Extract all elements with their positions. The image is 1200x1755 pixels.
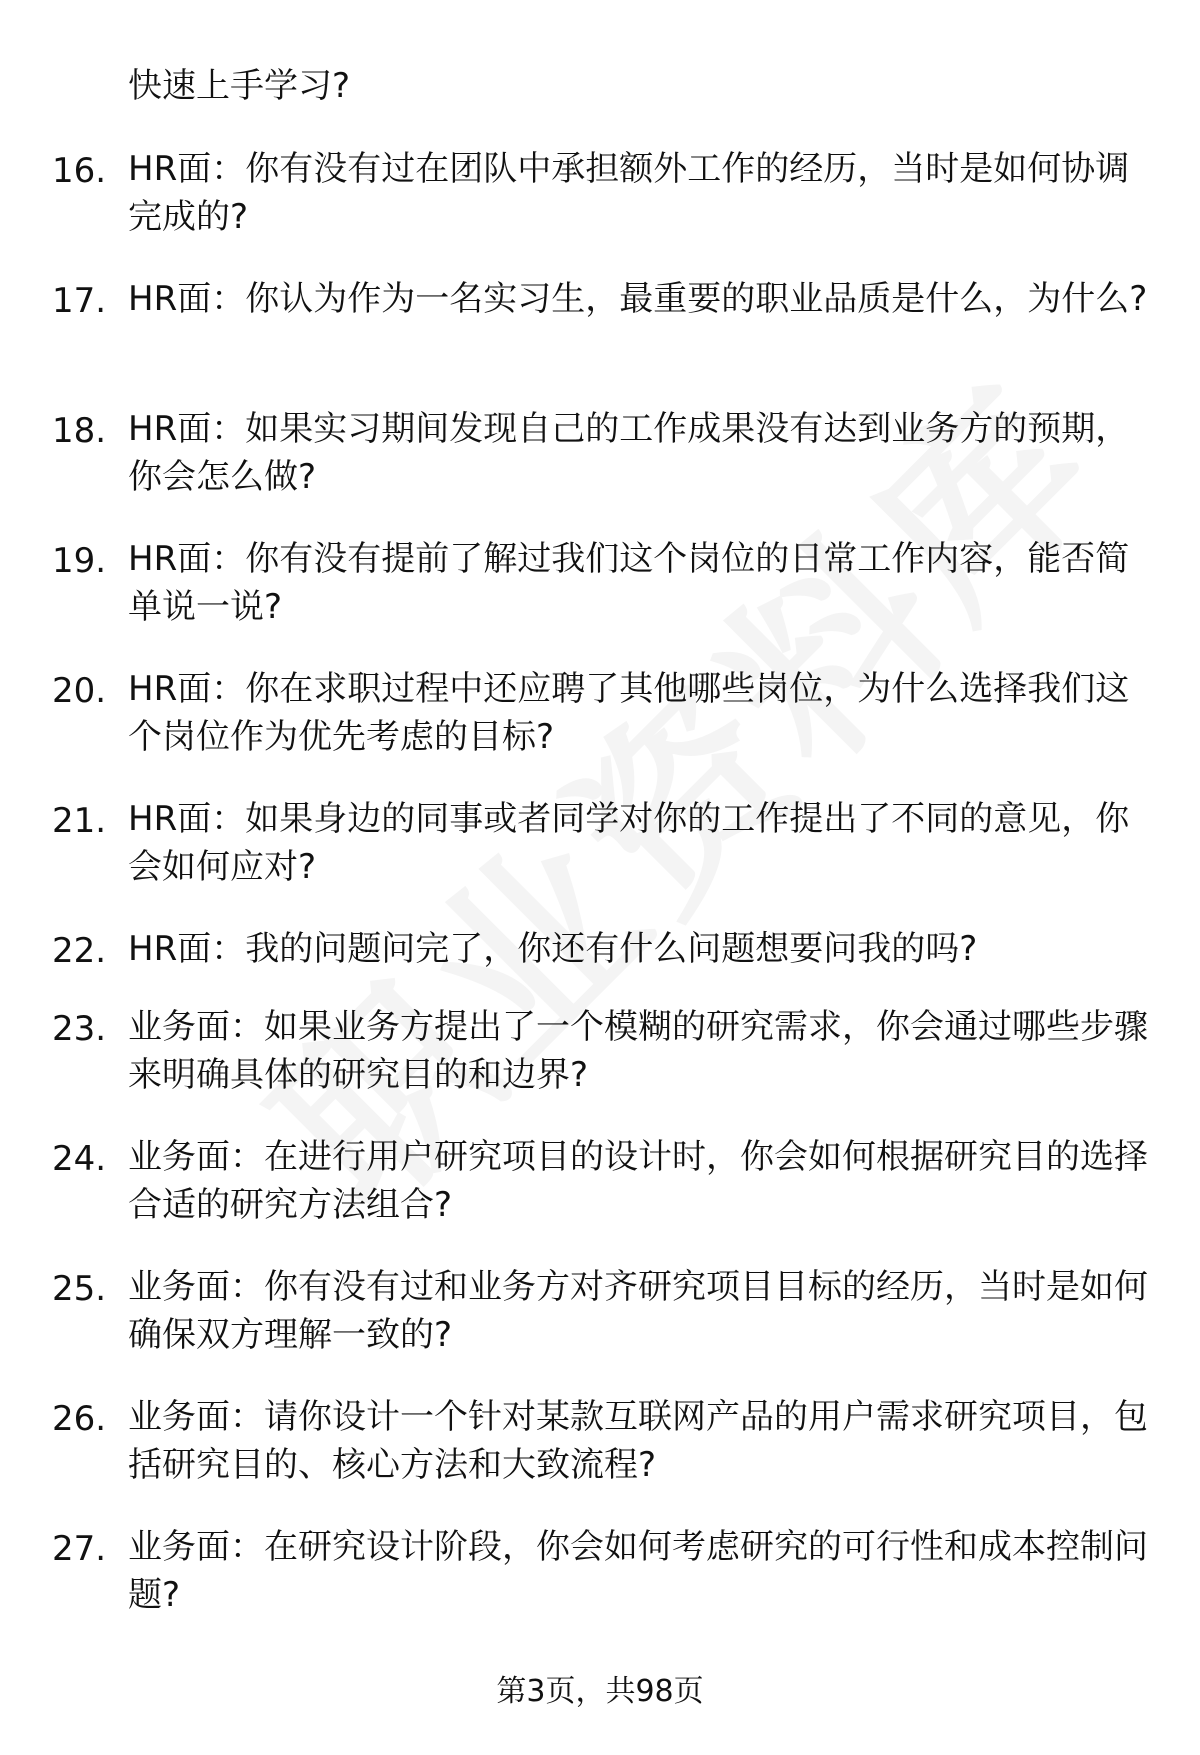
question-number: 22.: [52, 931, 107, 971]
question-item: [0, 535, 1200, 639]
question-item: [0, 405, 1200, 509]
question-item: [0, 1003, 1200, 1107]
question-text: HR面：我的问题问完了，你还有什么问题想要问我的吗?: [128, 929, 978, 969]
question-number: 25.: [52, 1269, 107, 1309]
question-item: [0, 795, 1200, 899]
page-footer: 第3页，共98页: [496, 1674, 704, 1709]
question-item: [0, 275, 1200, 379]
question-number: 17.: [52, 281, 107, 321]
question-number: 26.: [52, 1399, 107, 1439]
question-number: 19.: [52, 541, 107, 581]
question-text: HR面：如果实习期间发现自己的工作成果没有达到业务方的预期，你会怎么做?: [128, 409, 1130, 497]
question-number: 27.: [52, 1529, 107, 1569]
question-text: 业务面：请你设计一个针对某款互联网产品的用户需求研究项目，包括研究目的、核心方法和大致流程?: [128, 1397, 1148, 1485]
question-item: [0, 925, 1200, 977]
question-item: [0, 665, 1200, 769]
previous-question-continuation: 快速上手学习?: [128, 66, 351, 106]
question-text: 业务面：在研究设计阶段，你会如何考虑研究的可行性和成本控制问题?: [128, 1527, 1148, 1615]
question-text: 业务面：如果业务方提出了一个模糊的研究需求，你会通过哪些步骤来明确具体的研究目的和边界?: [128, 1007, 1148, 1095]
question-number: 23.: [52, 1009, 107, 1049]
question-item: [0, 1263, 1200, 1367]
question-text: HR面：你认为作为一名实习生，最重要的职业品质是什么，为什么?: [128, 279, 1148, 319]
question-item: [0, 1393, 1200, 1497]
question-number: 24.: [52, 1139, 107, 1179]
question-text: HR面：如果身边的同事或者同学对你的工作提出了不同的意见，你会如何应对?: [128, 799, 1130, 887]
question-text: 业务面：在进行用户研究项目的设计时，你会如何根据研究目的选择合适的研究方法组合?: [128, 1137, 1148, 1225]
question-number: 20.: [52, 671, 107, 711]
question-list: [0, 145, 1200, 1653]
question-text: HR面：你在求职过程中还应聘了其他哪些岗位，为什么选择我们这个岗位作为优先考虑的目标?: [128, 669, 1130, 757]
question-text: HR面：你有没有提前了解过我们这个岗位的日常工作内容，能否简单说一说?: [128, 539, 1130, 627]
question-item: [0, 145, 1200, 249]
question-item: [0, 1523, 1200, 1627]
question-number: 21.: [52, 801, 107, 841]
question-text: 业务面：你有没有过和业务方对齐研究项目目标的经历，当时是如何确保双方理解一致的?: [128, 1267, 1148, 1355]
question-number: 16.: [52, 151, 107, 191]
question-text: HR面：你有没有过在团队中承担额外工作的经历，当时是如何协调完成的?: [128, 149, 1130, 237]
question-item: [0, 1133, 1200, 1237]
question-number: 18.: [52, 411, 107, 451]
